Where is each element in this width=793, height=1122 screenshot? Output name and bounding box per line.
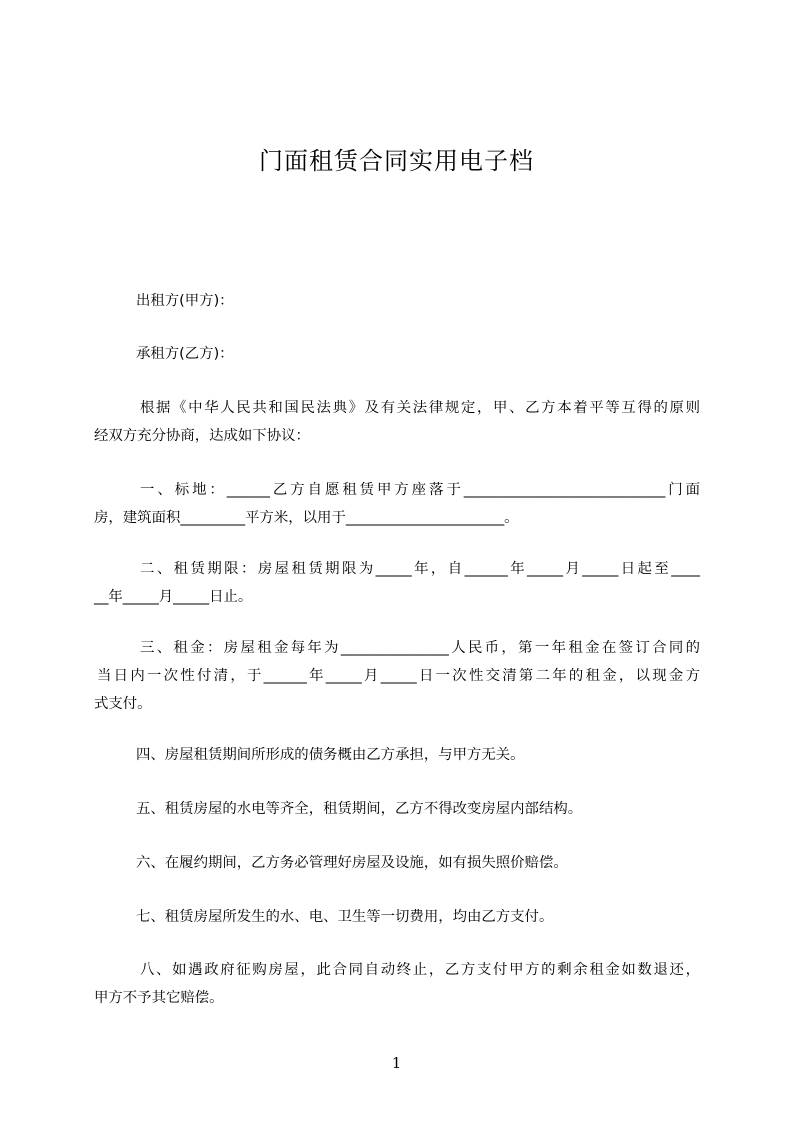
lessee-line: 承租方(乙方)： — [136, 346, 234, 362]
clause-3-line-1: 三、租金：房屋租金每年为_______________人民币，第一年租金在签订合同的 — [140, 640, 700, 656]
preamble-line-2: 经双方充分协商，达成如下协议： — [94, 428, 310, 444]
lessor-line: 出租方(甲方)： — [136, 293, 234, 309]
clause-1-line-1: 一、标地：______乙方自愿租赁甲方座落于____________________________门面 — [140, 482, 700, 498]
clause-5: 五、租赁房屋的水电等齐全，租赁期间，乙方不得改变房屋内部结构。 — [136, 801, 583, 817]
clause-8-line-1: 八、如遇政府征购房屋，此合同自动终止，乙方支付甲方的剩余租金如数退还， — [140, 962, 700, 978]
clause-3-line-2: 当日内一次性付清，于______年_____月_____日一次性交清第二年的租金，以现金方 — [97, 668, 700, 684]
clause-3-line-3: 式支付。 — [94, 696, 152, 712]
clause-2-line-2: __年_____月_____日止。 — [94, 589, 253, 605]
clause-2-line-1: 二、租赁期限：房屋租赁期限为_____年，自______年_____月_____日起至____ — [140, 561, 700, 577]
page-number: 1 — [391, 1054, 402, 1072]
document-title: 门面租赁合同实用电子档 — [259, 147, 534, 175]
clause-7: 七、租赁房屋所发生的水、电、卫生等一切费用，均由乙方支付。 — [136, 909, 554, 925]
clause-6: 六、在履约期间，乙方务必管理好房屋及设施，如有损失照价赔偿。 — [136, 855, 568, 871]
clause-8-line-2: 甲方不予其它赔偿。 — [94, 990, 224, 1006]
clause-1-line-2: 房，建筑面积_________平方米，以用于______________________。 — [94, 510, 519, 526]
clause-4: 四、房屋租赁期间所形成的债务概由乙方承担，与甲方无关。 — [136, 747, 525, 763]
preamble-line-1: 根据《中华人民共和国民法典》及有关法律规定，甲、乙方本着平等互得的原则 — [140, 400, 700, 416]
